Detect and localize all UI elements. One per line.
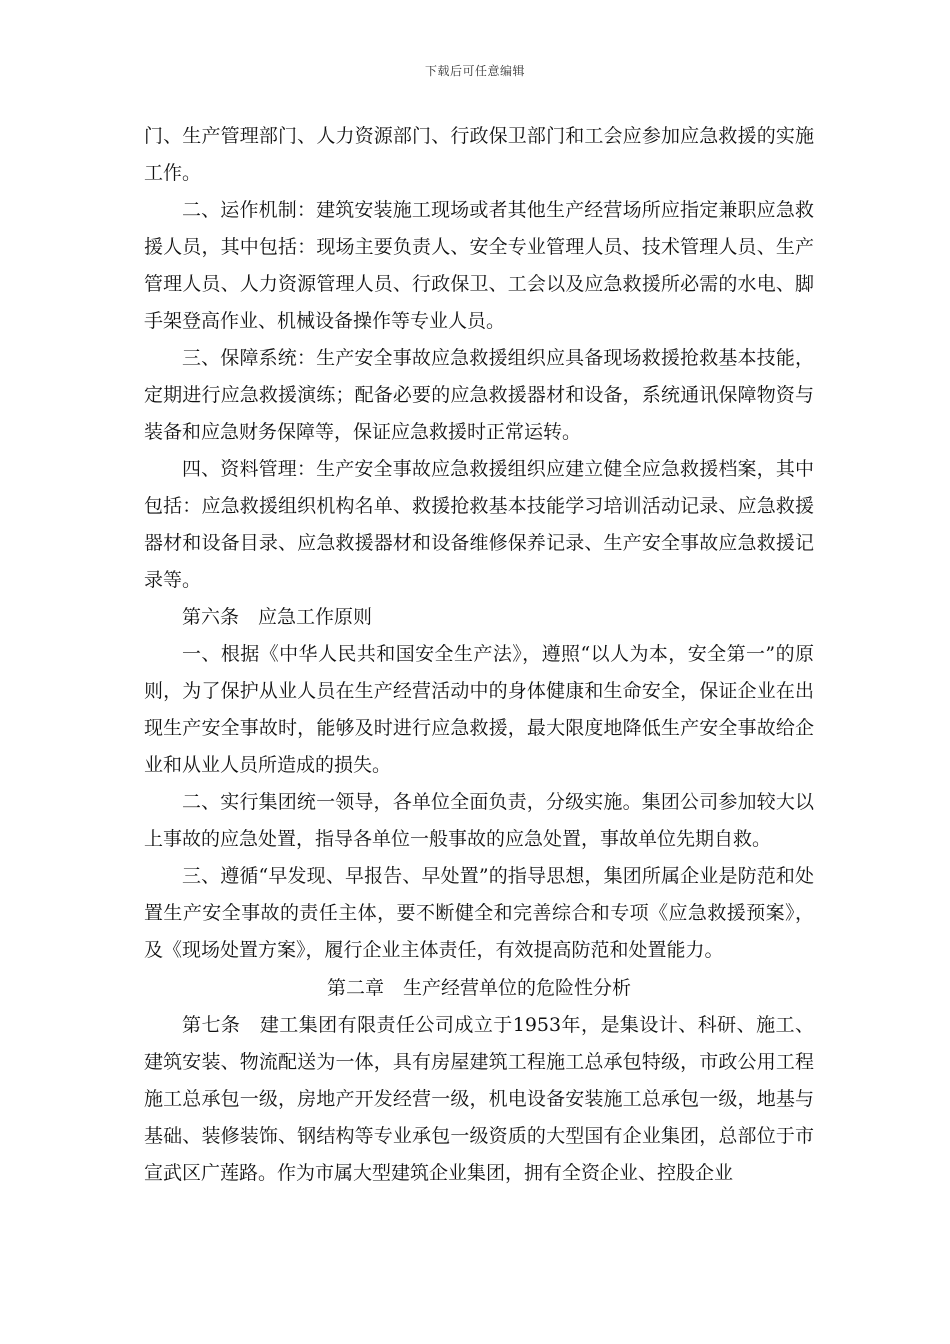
paragraph-records-management: 四、资料管理：生产安全事故应急救援组织应建立健全应急救援档案，其中包括：应急救援组织机构名单、救援抢救基本技能学习培训活动记录、应急救援器材和设备目录、应急救援器材和设备维修保养记录、生产安全事故应急救援记录等。 <box>144 458 814 591</box>
paragraph-operation-mechanism: 二、运作机制：建筑安装施工现场或者其他生产经营场所应指定兼职应急救援人员，其中包括：现场主要负责人、安全专业管理人员、技术管理人员、生产管理人员、人力资源管理人员、行政保卫、工会以及应急救援所必需的水电、脚手架登高作业、机械设备操作等专业人员。 <box>144 199 814 332</box>
paragraph-principle-1: 一、根据《中华人民共和国安全生产法》，遵照“以人为本，安全第一”的原则，为了保护从业人员在生产经营活动中的身体健康和生命安全，保证企业在出现生产安全事故时，能够及时进行应急救援，最大限度地降低生产安全事故给企业和从业人员所造成的损失。 <box>144 643 814 776</box>
paragraph-support-system: 三、保障系统：生产安全事故应急救援组织应具备现场救援抢救基本技能，定期进行应急救援演练；配备必要的应急救援器材和设备，系统通讯保障物资与装备和应急财务保障等，保证应急救援时正常运转。 <box>144 347 814 443</box>
article-7-paragraph: 第七条 建工集团有限责任公司成立于1953年，是集设计、科研、施工、建筑安装、物流配送为一体，具有房屋建筑工程施工总承包特级，市政公用工程施工总承包一级，房地产开发经营一级，机电设备安装施工总承包一级，地基与基础、装修装饰、钢结构等专业承包一级资质的大型国有企业集团，总部位于市宣武区广莲路。作为市属大型建筑企业集团，拥有全资企业、控股企业 <box>144 1014 814 1184</box>
article-6-heading: 第六条 应急工作原则 <box>182 606 373 628</box>
document-body <box>144 118 814 1192</box>
paragraph-principle-3: 三、遵循“早发现、早报告、早处置”的指导思想，集团所属企业是防范和处置生产安全事故的责任主体，要不断健全和完善综合和专项《应急救援预案》，及《现场处置方案》，履行企业主体责任，有效提高防范和处置能力。 <box>144 865 814 961</box>
paragraph-principle-2: 二、实行集团统一领导，各单位全面负责，分级实施。集团公司参加较大以上事故的应急处置，指导各单位一般事故的应急处置，事故单位先期自救。 <box>144 791 814 850</box>
page-header: 下载后可任意编辑 <box>424 64 525 78</box>
chapter-2-heading: 第二章 生产经营单位的危险性分析 <box>326 977 631 999</box>
paragraph-continuation: 门、生产管理部门、人力资源部门、行政保卫部门和工会应参加应急救援的实施工作。 <box>144 125 814 184</box>
